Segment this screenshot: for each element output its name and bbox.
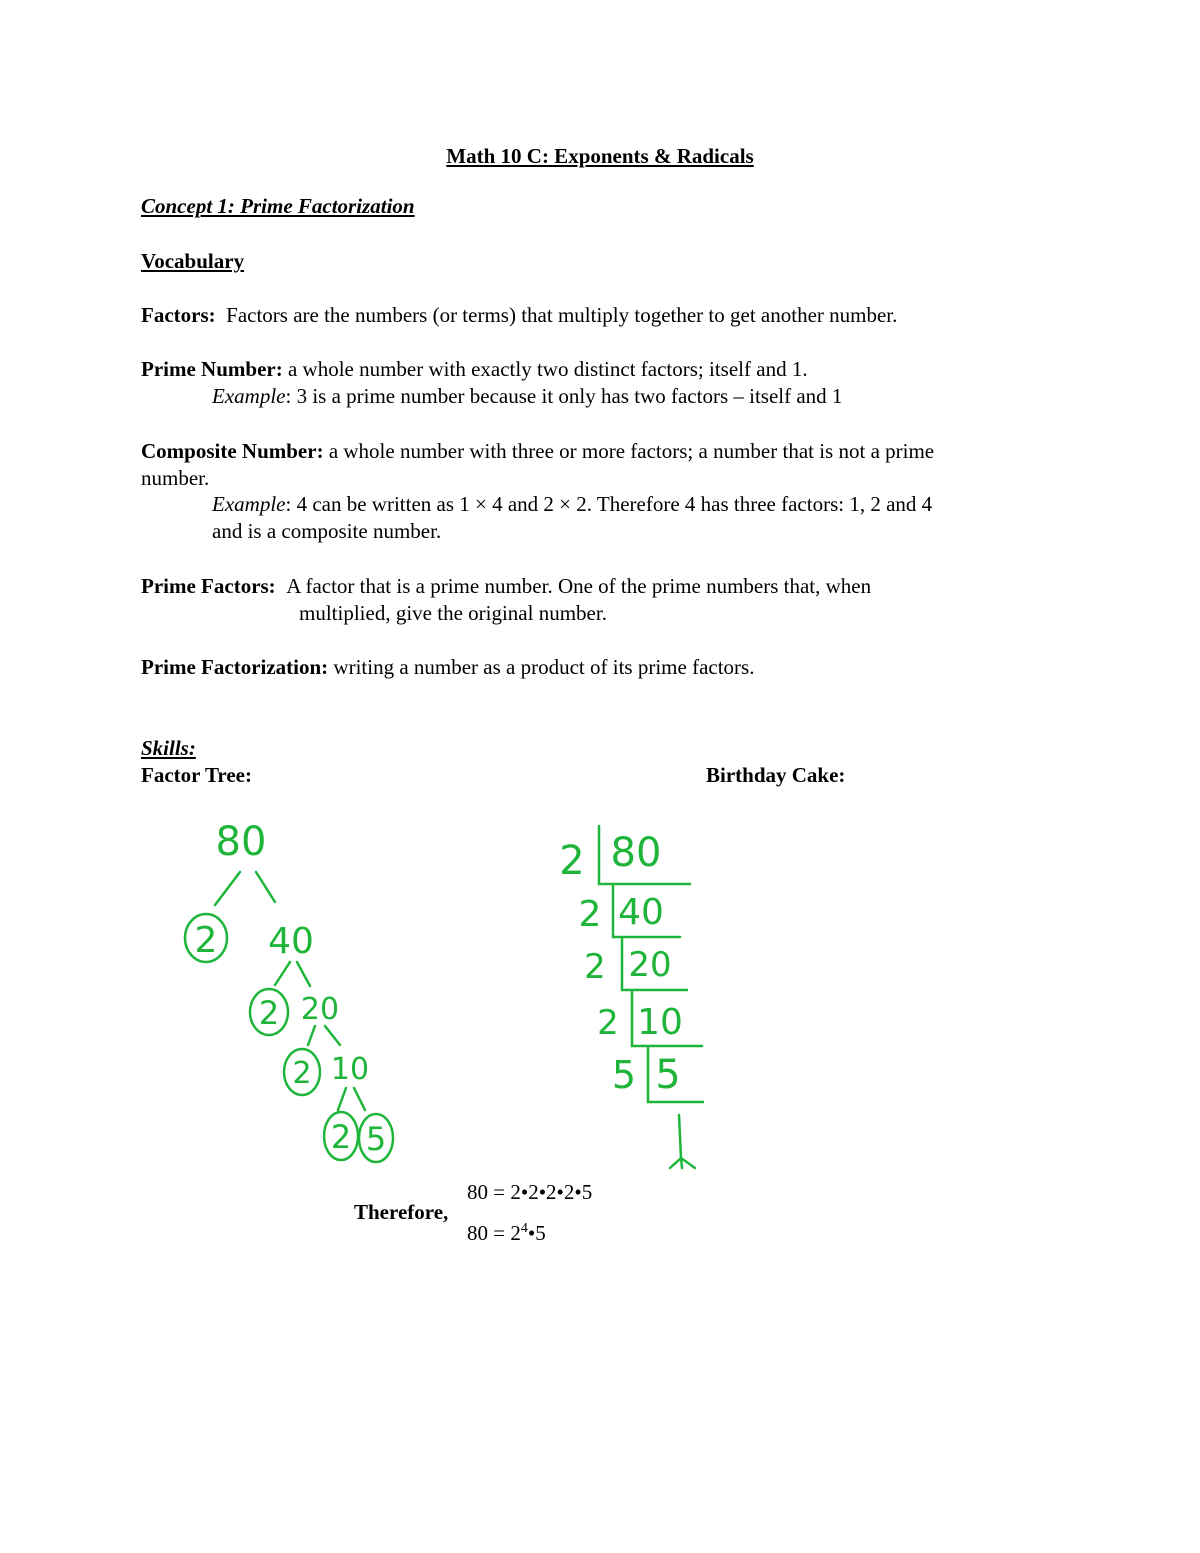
- candle-stick: [679, 1115, 681, 1158]
- skills-heading: Skills:: [141, 736, 196, 760]
- tree-branch: [354, 1088, 365, 1110]
- cake-value: 5: [655, 1052, 681, 1098]
- cake-divisor: 2: [584, 947, 606, 987]
- cake-value: 40: [618, 892, 664, 933]
- term-factors: Factors:: [141, 303, 216, 327]
- tree-branch: [325, 1026, 340, 1045]
- conclusion-tail: •5: [527, 1221, 546, 1245]
- birthday-cake-label: Birthday Cake:: [706, 763, 846, 787]
- concept-heading: Concept 1: Prime Factorization: [141, 194, 415, 218]
- text-composite-number: a whole number with three or more factors; a number that is not a prime: [328, 439, 935, 463]
- tree-prime: 2: [258, 994, 280, 1032]
- text-prime-number: a whole number with exactly two distinct factors; itself and 1.: [287, 357, 808, 381]
- cake-divisor: 2: [578, 894, 602, 935]
- conclusion-base: 80 = 2: [467, 1221, 521, 1245]
- tree-prime: 2: [292, 1056, 312, 1091]
- conclusion-line-1: 80 = 2•2•2•2•5: [467, 1180, 593, 1204]
- tree-branch: [297, 962, 310, 986]
- cake-value: 20: [628, 945, 672, 985]
- text-factors: Factors are the numbers (or terms) that multiply together to get another number.: [226, 303, 898, 327]
- example-text: : 3 is a prime number because it only has two factors – itself and 1: [285, 384, 843, 408]
- term-prime-number: Prime Number:: [141, 357, 283, 381]
- therefore-label: Therefore,: [354, 1200, 449, 1224]
- cake-value: 80: [610, 830, 662, 876]
- example-composite-number-cont: and is a composite number.: [212, 519, 442, 543]
- example-text: : 4 can be written as 1 × 4 and 2 × 2. Therefore 4 has three factors: 1, 2 and 4: [285, 492, 933, 516]
- tree-prime: 2: [330, 1118, 352, 1156]
- term-composite-number: Composite Number:: [141, 439, 324, 463]
- cake-value: 10: [637, 1002, 683, 1043]
- tree-node-root: 80: [215, 819, 267, 865]
- tree-branch: [338, 1088, 346, 1110]
- vocabulary-heading: Vocabulary: [141, 249, 245, 273]
- tree-branch: [308, 1026, 315, 1045]
- factor-tree-label: Factor Tree:: [141, 763, 252, 787]
- cake-divisor: 2: [559, 838, 585, 884]
- tree-branch: [275, 962, 290, 985]
- conclusion-line-2: [467, 1220, 546, 1247]
- birthday-cake-diagram: [559, 826, 703, 1168]
- conclusion-exponent: 4: [520, 1221, 528, 1236]
- tree-prime: 2: [194, 920, 218, 961]
- tree-branch: [256, 872, 275, 902]
- term-prime-factors: Prime Factors:: [141, 574, 276, 598]
- example-label: Example: [212, 384, 286, 408]
- text-prime-factors-cont: multiplied, give the original number.: [299, 601, 607, 625]
- cake-divisor: 5: [611, 1053, 637, 1097]
- term-prime-factorization: Prime Factorization:: [141, 655, 329, 679]
- cake-divisor: 2: [597, 1003, 619, 1043]
- tree-remainder: 40: [268, 921, 314, 962]
- tree-remainder: 10: [330, 1052, 370, 1087]
- text-prime-factors: A factor that is a prime number. One of the prime numbers that, when: [286, 574, 872, 598]
- tree-prime: 5: [365, 1120, 387, 1158]
- text-composite-number-cont: number.: [141, 466, 210, 490]
- candle-flame: [670, 1158, 681, 1168]
- page-title: Math 10 C: Exponents & Radicals: [446, 144, 754, 168]
- example-label: Example: [212, 492, 286, 516]
- factor-tree: [185, 819, 393, 1162]
- tree-branch: [215, 872, 240, 905]
- text-prime-factorization: writing a number as a product of its prime factors.: [333, 655, 755, 679]
- tree-remainder: 20: [300, 992, 340, 1027]
